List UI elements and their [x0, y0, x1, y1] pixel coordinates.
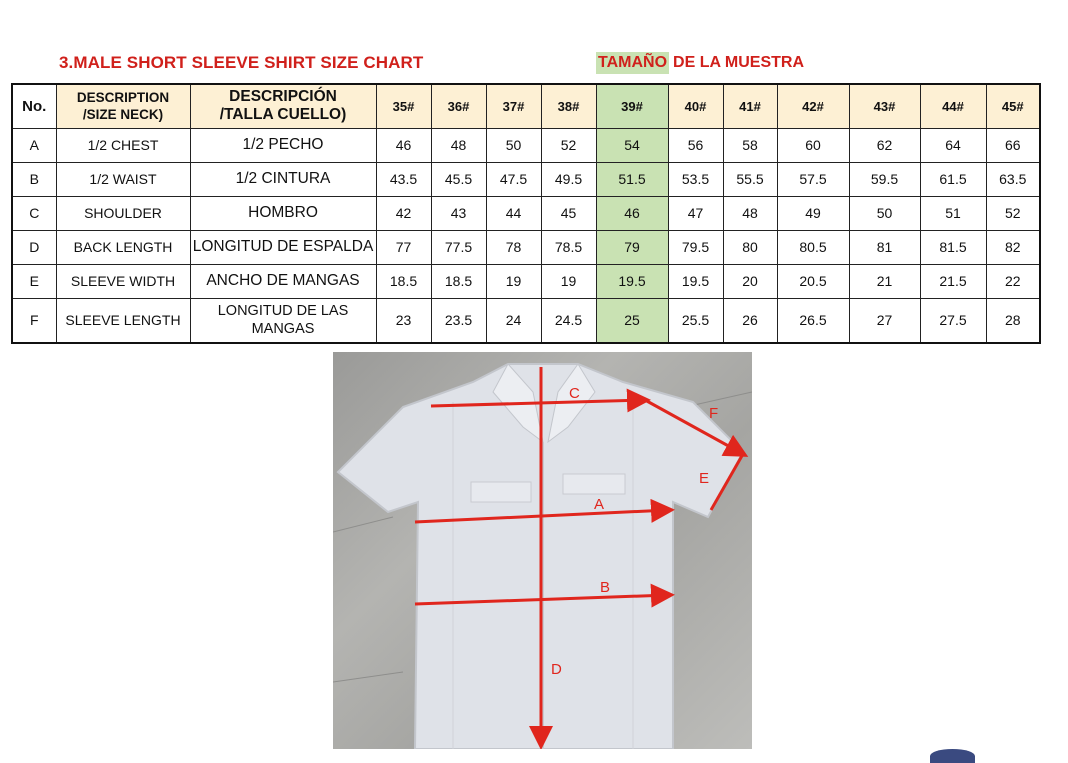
- size-value: 44: [486, 196, 541, 230]
- row-description-en: SLEEVE LENGTH: [56, 298, 190, 343]
- size-value: 80: [723, 230, 777, 264]
- sample-size-label: [596, 52, 804, 74]
- size-value: 77.5: [431, 230, 486, 264]
- size-value: 49: [777, 196, 849, 230]
- corner-logo-fragment: [930, 749, 975, 763]
- size-value: 66: [986, 128, 1040, 162]
- header-size: 37#: [486, 84, 541, 128]
- table-header-row: [12, 84, 1040, 128]
- size-value: 47: [668, 196, 723, 230]
- size-value: 77: [376, 230, 431, 264]
- header-size: 36#: [431, 84, 486, 128]
- header-size: 35#: [376, 84, 431, 128]
- size-value: 48: [723, 196, 777, 230]
- size-value: 43.5: [376, 162, 431, 196]
- table-row: [12, 264, 1040, 298]
- label-e: E: [699, 470, 710, 487]
- row-id: A: [12, 128, 56, 162]
- header-size: 40#: [668, 84, 723, 128]
- size-value: 20.5: [777, 264, 849, 298]
- row-id: D: [12, 230, 56, 264]
- header-size: 41#: [723, 84, 777, 128]
- size-value: 27: [849, 298, 920, 343]
- size-value: 51: [920, 196, 986, 230]
- header-description-es: [190, 84, 376, 128]
- size-value: 18.5: [431, 264, 486, 298]
- label-a: A: [594, 496, 605, 513]
- size-value: 48: [431, 128, 486, 162]
- size-value-sample: 51.5: [596, 162, 668, 196]
- size-value: 47.5: [486, 162, 541, 196]
- row-description-es: LONGITUD DE ESPALDA: [190, 230, 376, 264]
- size-chart-table: [11, 83, 1041, 344]
- row-id: C: [12, 196, 56, 230]
- header-no: No.: [12, 84, 56, 128]
- row-description-es: ANCHO DE MANGAS: [190, 264, 376, 298]
- row-description-es-line1: LONGITUD DE LAS: [217, 303, 349, 320]
- size-value: 80.5: [777, 230, 849, 264]
- label-f: F: [709, 405, 719, 422]
- size-value: 46: [376, 128, 431, 162]
- header-size: 42#: [777, 84, 849, 128]
- label-c: C: [569, 385, 580, 402]
- size-value-sample: 46: [596, 196, 668, 230]
- row-id: F: [12, 298, 56, 343]
- size-value: 50: [849, 196, 920, 230]
- row-description-es-line2: MANGAS: [251, 321, 315, 338]
- header-description-es-line2: /TALLA CUELLO): [219, 106, 347, 124]
- row-description-es: HOMBRO: [190, 196, 376, 230]
- size-value-sample: 25: [596, 298, 668, 343]
- size-value: 78: [486, 230, 541, 264]
- size-value: 81: [849, 230, 920, 264]
- header-size: 38#: [541, 84, 596, 128]
- header-description-en-line1: DESCRIPTION: [76, 90, 170, 106]
- header-size-sample: 39#: [596, 84, 668, 128]
- shirt-measurement-photo: [333, 352, 752, 749]
- size-value: 56: [668, 128, 723, 162]
- row-description-es: 1/2 PECHO: [190, 128, 376, 162]
- size-value: 79.5: [668, 230, 723, 264]
- size-value: 21: [849, 264, 920, 298]
- size-value-sample: 54: [596, 128, 668, 162]
- table-row: [12, 196, 1040, 230]
- size-value: 81.5: [920, 230, 986, 264]
- size-value: 52: [986, 196, 1040, 230]
- size-value: 24.5: [541, 298, 596, 343]
- size-value: 53.5: [668, 162, 723, 196]
- row-description-es: [190, 298, 376, 343]
- label-d: D: [551, 661, 562, 678]
- size-value: 45: [541, 196, 596, 230]
- size-value: 55.5: [723, 162, 777, 196]
- size-value: 24: [486, 298, 541, 343]
- size-value: 27.5: [920, 298, 986, 343]
- size-value: 62: [849, 128, 920, 162]
- header-description-es-line1: DESCRIPCIÓN: [229, 88, 337, 106]
- table-row: [12, 298, 1040, 343]
- size-value: 23.5: [431, 298, 486, 343]
- row-description-es: 1/2 CINTURA: [190, 162, 376, 196]
- size-value: 59.5: [849, 162, 920, 196]
- size-value-sample: 19.5: [596, 264, 668, 298]
- size-value: 19: [541, 264, 596, 298]
- row-description-en: 1/2 WAIST: [56, 162, 190, 196]
- sample-size-highlight: TAMAÑO: [596, 52, 669, 74]
- size-value: 49.5: [541, 162, 596, 196]
- size-value: 60: [777, 128, 849, 162]
- size-value: 78.5: [541, 230, 596, 264]
- chart-title: 3.MALE SHORT SLEEVE SHIRT SIZE CHART: [59, 53, 424, 72]
- row-id: B: [12, 162, 56, 196]
- size-value: 18.5: [376, 264, 431, 298]
- header-size: 45#: [986, 84, 1040, 128]
- size-value-sample: 79: [596, 230, 668, 264]
- header-description-en: [56, 84, 190, 128]
- table-row: [12, 128, 1040, 162]
- size-value: 58: [723, 128, 777, 162]
- sample-size-label-rest: DE LA MUESTRA: [673, 54, 804, 71]
- size-value: 43: [431, 196, 486, 230]
- header-description-en-line2: /SIZE NECK): [82, 107, 164, 123]
- size-value: 19: [486, 264, 541, 298]
- label-b: B: [600, 579, 611, 596]
- size-value: 42: [376, 196, 431, 230]
- row-description-en: BACK LENGTH: [56, 230, 190, 264]
- size-value: 52: [541, 128, 596, 162]
- row-id: E: [12, 264, 56, 298]
- row-description-en: SHOULDER: [56, 196, 190, 230]
- size-value: 26.5: [777, 298, 849, 343]
- header-size: 43#: [849, 84, 920, 128]
- size-value: 22: [986, 264, 1040, 298]
- size-value: 57.5: [777, 162, 849, 196]
- row-description-en: 1/2 CHEST: [56, 128, 190, 162]
- table-row: [12, 162, 1040, 196]
- size-value: 63.5: [986, 162, 1040, 196]
- table-row: [12, 230, 1040, 264]
- size-value: 21.5: [920, 264, 986, 298]
- size-value: 23: [376, 298, 431, 343]
- size-value: 25.5: [668, 298, 723, 343]
- size-value: 26: [723, 298, 777, 343]
- size-value: 45.5: [431, 162, 486, 196]
- size-value: 19.5: [668, 264, 723, 298]
- size-value: 61.5: [920, 162, 986, 196]
- size-value: 64: [920, 128, 986, 162]
- size-value: 28: [986, 298, 1040, 343]
- size-value: 50: [486, 128, 541, 162]
- row-description-en: SLEEVE WIDTH: [56, 264, 190, 298]
- size-value: 82: [986, 230, 1040, 264]
- header-size: 44#: [920, 84, 986, 128]
- size-value: 20: [723, 264, 777, 298]
